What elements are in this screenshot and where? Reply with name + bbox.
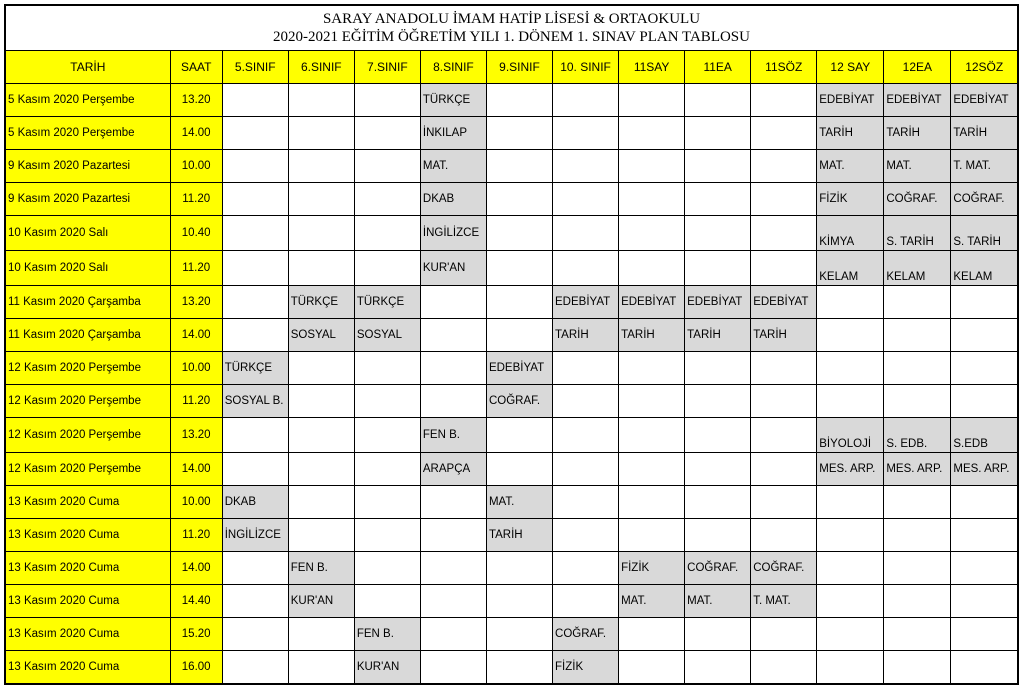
empty-cell xyxy=(222,251,288,286)
exam-date-cell: 12 Kasım 2020 Perşembe xyxy=(6,453,170,486)
exam-subject-cell: FİZİK xyxy=(817,183,884,216)
empty-cell xyxy=(420,618,486,651)
exam-subject-cell: KUR'AN xyxy=(420,251,486,286)
exam-subject-cell: DKAB xyxy=(222,486,288,519)
empty-cell xyxy=(685,651,751,684)
table-row xyxy=(6,352,1017,385)
exam-subject-cell: COĞRAF. xyxy=(884,183,951,216)
exam-subject-cell: MES. ARP. xyxy=(884,453,951,486)
empty-cell xyxy=(288,150,354,183)
empty-cell xyxy=(751,519,817,552)
table-row xyxy=(6,418,1017,453)
empty-cell xyxy=(288,486,354,519)
empty-cell xyxy=(486,286,552,319)
empty-cell xyxy=(817,385,884,418)
exam-subject-cell: FİZİK xyxy=(619,552,685,585)
exam-subject-cell: T. MAT. xyxy=(951,150,1017,183)
exam-subject-cell: KUR'AN xyxy=(288,585,354,618)
empty-cell xyxy=(288,216,354,251)
column-header: 12SÖZ xyxy=(951,51,1017,84)
empty-cell xyxy=(288,385,354,418)
exam-date-cell: 10 Kasım 2020 Salı xyxy=(6,216,170,251)
exam-subject-cell: KELAM xyxy=(951,251,1017,286)
empty-cell xyxy=(553,585,619,618)
empty-cell xyxy=(553,486,619,519)
exam-subject-cell: COĞRAF. xyxy=(553,618,619,651)
empty-cell xyxy=(222,84,288,117)
empty-cell xyxy=(619,84,685,117)
empty-cell xyxy=(486,251,552,286)
exam-subject-cell: MAT. xyxy=(884,150,951,183)
empty-cell xyxy=(486,216,552,251)
table-row xyxy=(6,216,1017,251)
empty-cell xyxy=(222,286,288,319)
empty-cell xyxy=(951,286,1017,319)
empty-cell xyxy=(685,84,751,117)
empty-cell xyxy=(685,352,751,385)
exam-subject-cell: EDEBİYAT xyxy=(817,84,884,117)
empty-cell xyxy=(420,486,486,519)
exam-time-cell: 13.20 xyxy=(170,286,222,319)
exam-subject-cell: EDEBİYAT xyxy=(486,352,552,385)
empty-cell xyxy=(685,618,751,651)
exam-time-cell: 10.40 xyxy=(170,216,222,251)
table-row xyxy=(6,150,1017,183)
empty-cell xyxy=(288,618,354,651)
empty-cell xyxy=(685,251,751,286)
empty-cell xyxy=(884,286,951,319)
table-row xyxy=(6,651,1017,684)
exam-date-cell: 10 Kasım 2020 Salı xyxy=(6,251,170,286)
empty-cell xyxy=(685,117,751,150)
exam-subject-cell: COĞRAF. xyxy=(751,552,817,585)
empty-cell xyxy=(951,651,1017,684)
empty-cell xyxy=(486,183,552,216)
exam-subject-cell: MAT. xyxy=(619,585,685,618)
empty-cell xyxy=(685,385,751,418)
exam-subject-cell: EDEBİYAT xyxy=(884,84,951,117)
exam-subject-cell: S. TARİH xyxy=(884,216,951,251)
empty-cell xyxy=(222,216,288,251)
empty-cell xyxy=(222,618,288,651)
exam-date-cell: 12 Kasım 2020 Perşembe xyxy=(6,418,170,453)
empty-cell xyxy=(486,618,552,651)
exam-time-cell: 13.20 xyxy=(170,418,222,453)
exam-subject-cell: FİZİK xyxy=(553,651,619,684)
table-row xyxy=(6,117,1017,150)
empty-cell xyxy=(486,117,552,150)
exam-time-cell: 14.00 xyxy=(170,453,222,486)
exam-subject-cell: EDEBİYAT xyxy=(751,286,817,319)
exam-subject-cell: ARAPÇA xyxy=(420,453,486,486)
exam-subject-cell: FEN B. xyxy=(354,618,420,651)
exam-subject-cell: COĞRAF. xyxy=(486,385,552,418)
column-header: SAAT xyxy=(170,51,222,84)
exam-subject-cell: TÜRKÇE xyxy=(222,352,288,385)
empty-cell xyxy=(751,216,817,251)
empty-cell xyxy=(951,618,1017,651)
empty-cell xyxy=(222,453,288,486)
exam-time-cell: 13.20 xyxy=(170,84,222,117)
empty-cell xyxy=(817,486,884,519)
empty-cell xyxy=(817,319,884,352)
exam-date-cell: 9 Kasım 2020 Pazartesi xyxy=(6,150,170,183)
column-header: 7.SINIF xyxy=(354,51,420,84)
empty-cell xyxy=(486,552,552,585)
empty-cell xyxy=(288,117,354,150)
empty-cell xyxy=(354,216,420,251)
empty-cell xyxy=(288,418,354,453)
empty-cell xyxy=(354,251,420,286)
empty-cell xyxy=(486,84,552,117)
exam-subject-cell: İNKILAP xyxy=(420,117,486,150)
empty-cell xyxy=(884,352,951,385)
exam-time-cell: 10.00 xyxy=(170,352,222,385)
exam-subject-cell: EDEBİYAT xyxy=(685,286,751,319)
exam-subject-cell: MAT. xyxy=(817,150,884,183)
empty-cell xyxy=(751,418,817,453)
exam-subject-cell: TARİH xyxy=(751,319,817,352)
exam-subject-cell: EDEBİYAT xyxy=(553,286,619,319)
empty-cell xyxy=(288,651,354,684)
empty-cell xyxy=(619,453,685,486)
exam-subject-cell: TARİH xyxy=(817,117,884,150)
empty-cell xyxy=(354,418,420,453)
empty-cell xyxy=(817,286,884,319)
empty-cell xyxy=(553,251,619,286)
empty-cell xyxy=(354,84,420,117)
empty-cell xyxy=(951,552,1017,585)
exam-time-cell: 10.00 xyxy=(170,150,222,183)
empty-cell xyxy=(288,84,354,117)
exam-date-cell: 12 Kasım 2020 Perşembe xyxy=(6,385,170,418)
exam-time-cell: 15.20 xyxy=(170,618,222,651)
exam-subject-cell: COĞRAF. xyxy=(951,183,1017,216)
table-row xyxy=(6,251,1017,286)
empty-cell xyxy=(817,519,884,552)
exam-subject-cell: KUR'AN xyxy=(354,651,420,684)
column-header: 11SÖZ xyxy=(751,51,817,84)
empty-cell xyxy=(817,618,884,651)
exam-date-cell: 9 Kasım 2020 Pazartesi xyxy=(6,183,170,216)
exam-date-cell: 13 Kasım 2020 Cuma xyxy=(6,585,170,618)
exam-time-cell: 16.00 xyxy=(170,651,222,684)
empty-cell xyxy=(619,418,685,453)
exam-time-cell: 11.20 xyxy=(170,251,222,286)
empty-cell xyxy=(354,183,420,216)
empty-cell xyxy=(619,519,685,552)
exam-date-cell: 11 Kasım 2020 Çarşamba xyxy=(6,286,170,319)
empty-cell xyxy=(553,385,619,418)
empty-cell xyxy=(222,117,288,150)
empty-cell xyxy=(751,651,817,684)
empty-cell xyxy=(951,486,1017,519)
column-header: 9.SINIF xyxy=(486,51,552,84)
exam-subject-cell: EDEBİYAT xyxy=(951,84,1017,117)
empty-cell xyxy=(354,150,420,183)
empty-cell xyxy=(685,418,751,453)
empty-cell xyxy=(751,150,817,183)
exam-subject-cell: BİYOLOJİ xyxy=(817,418,884,453)
empty-cell xyxy=(486,150,552,183)
empty-cell xyxy=(420,651,486,684)
table-row xyxy=(6,183,1017,216)
empty-cell xyxy=(884,385,951,418)
empty-cell xyxy=(486,418,552,453)
exam-date-cell: 13 Kasım 2020 Cuma xyxy=(6,651,170,684)
exam-subject-cell: TARİH xyxy=(553,319,619,352)
exam-subject-cell: TÜRKÇE xyxy=(420,84,486,117)
empty-cell xyxy=(288,453,354,486)
empty-cell xyxy=(553,453,619,486)
empty-cell xyxy=(619,352,685,385)
empty-cell xyxy=(751,251,817,286)
empty-cell xyxy=(553,552,619,585)
exam-subject-cell: TÜRKÇE xyxy=(354,286,420,319)
exam-subject-cell: DKAB xyxy=(420,183,486,216)
exam-subject-cell: COĞRAF. xyxy=(685,552,751,585)
exam-time-cell: 14.00 xyxy=(170,117,222,150)
table-row xyxy=(6,453,1017,486)
header-row xyxy=(6,51,1017,84)
empty-cell xyxy=(486,453,552,486)
empty-cell xyxy=(685,519,751,552)
empty-cell xyxy=(751,385,817,418)
exam-subject-cell: KELAM xyxy=(884,251,951,286)
empty-cell xyxy=(288,183,354,216)
column-header: 11SAY xyxy=(619,51,685,84)
empty-cell xyxy=(222,651,288,684)
exam-time-cell: 11.20 xyxy=(170,183,222,216)
exam-subject-cell: S.EDB xyxy=(951,418,1017,453)
exam-subject-cell: TARİH xyxy=(951,117,1017,150)
exam-subject-cell: SOSYAL xyxy=(354,319,420,352)
exam-subject-cell: T. MAT. xyxy=(751,585,817,618)
empty-cell xyxy=(420,519,486,552)
empty-cell xyxy=(751,183,817,216)
exam-date-cell: 5 Kasım 2020 Perşembe xyxy=(6,117,170,150)
exam-subject-cell: TARİH xyxy=(884,117,951,150)
empty-cell xyxy=(354,117,420,150)
table-row xyxy=(6,319,1017,352)
empty-cell xyxy=(553,117,619,150)
empty-cell xyxy=(751,453,817,486)
table-row xyxy=(6,84,1017,117)
empty-cell xyxy=(685,453,751,486)
empty-cell xyxy=(553,418,619,453)
empty-cell xyxy=(553,183,619,216)
empty-cell xyxy=(685,216,751,251)
empty-cell xyxy=(884,319,951,352)
table-row xyxy=(6,552,1017,585)
empty-cell xyxy=(288,519,354,552)
exam-subject-cell: FEN B. xyxy=(288,552,354,585)
empty-cell xyxy=(288,251,354,286)
table-row xyxy=(6,385,1017,418)
empty-cell xyxy=(553,84,619,117)
empty-cell xyxy=(951,585,1017,618)
exam-time-cell: 11.20 xyxy=(170,385,222,418)
exam-plan-sheet xyxy=(4,4,1019,685)
empty-cell xyxy=(619,117,685,150)
exam-subject-cell: SOSYAL B. xyxy=(222,385,288,418)
exam-subject-cell: TARİH xyxy=(486,519,552,552)
exam-time-cell: 14.00 xyxy=(170,319,222,352)
empty-cell xyxy=(751,117,817,150)
exam-subject-cell: FEN B. xyxy=(420,418,486,453)
empty-cell xyxy=(751,84,817,117)
empty-cell xyxy=(354,519,420,552)
empty-cell xyxy=(420,385,486,418)
empty-cell xyxy=(222,319,288,352)
exam-subject-cell: MAT. xyxy=(685,585,751,618)
empty-cell xyxy=(222,150,288,183)
exam-subject-cell: TÜRKÇE xyxy=(288,286,354,319)
school-title: SARAY ANADOLU İMAM HATİP LİSESİ & ORTAOKULU xyxy=(322,11,701,27)
table-row xyxy=(6,519,1017,552)
table-row xyxy=(6,286,1017,319)
empty-cell xyxy=(288,352,354,385)
exam-date-cell: 11 Kasım 2020 Çarşamba xyxy=(6,319,170,352)
empty-cell xyxy=(751,352,817,385)
empty-cell xyxy=(884,486,951,519)
exam-subject-cell: İNGİLİZCE xyxy=(222,519,288,552)
exam-subject-cell: S. TARİH xyxy=(951,216,1017,251)
exam-subject-cell: SOSYAL xyxy=(288,319,354,352)
exam-subject-cell: MAT. xyxy=(486,486,552,519)
empty-cell xyxy=(619,618,685,651)
empty-cell xyxy=(420,352,486,385)
empty-cell xyxy=(884,585,951,618)
empty-cell xyxy=(486,585,552,618)
empty-cell xyxy=(884,519,951,552)
table-body xyxy=(6,84,1017,684)
empty-cell xyxy=(817,552,884,585)
column-header: 8.SINIF xyxy=(420,51,486,84)
empty-cell xyxy=(222,418,288,453)
empty-cell xyxy=(354,453,420,486)
empty-cell xyxy=(951,319,1017,352)
column-header: TARİH xyxy=(6,51,170,84)
table-row xyxy=(6,486,1017,519)
exam-subject-cell: S. EDB. xyxy=(884,418,951,453)
empty-cell xyxy=(817,585,884,618)
empty-cell xyxy=(685,486,751,519)
exam-subject-cell: TARİH xyxy=(619,319,685,352)
empty-cell xyxy=(222,552,288,585)
empty-cell xyxy=(817,352,884,385)
exam-date-cell: 13 Kasım 2020 Cuma xyxy=(6,552,170,585)
exam-subject-cell: EDEBİYAT xyxy=(619,286,685,319)
column-header: 11EA xyxy=(685,51,751,84)
empty-cell xyxy=(884,552,951,585)
empty-cell xyxy=(685,183,751,216)
empty-cell xyxy=(619,651,685,684)
exam-subject-cell: İNGİLİZCE xyxy=(420,216,486,251)
exam-time-cell: 14.00 xyxy=(170,552,222,585)
empty-cell xyxy=(751,486,817,519)
exam-time-cell: 10.00 xyxy=(170,486,222,519)
empty-cell xyxy=(553,519,619,552)
table-row xyxy=(6,618,1017,651)
empty-cell xyxy=(354,486,420,519)
exam-date-cell: 13 Kasım 2020 Cuma xyxy=(6,486,170,519)
empty-cell xyxy=(420,585,486,618)
empty-cell xyxy=(553,352,619,385)
empty-cell xyxy=(817,651,884,684)
exam-date-cell: 13 Kasım 2020 Cuma xyxy=(6,618,170,651)
empty-cell xyxy=(619,385,685,418)
empty-cell xyxy=(619,183,685,216)
empty-cell xyxy=(751,618,817,651)
column-header: 10. SINIF xyxy=(553,51,619,84)
exam-subject-cell: MAT. xyxy=(420,150,486,183)
title-block xyxy=(6,6,1017,51)
empty-cell xyxy=(553,216,619,251)
empty-cell xyxy=(354,585,420,618)
table-row xyxy=(6,585,1017,618)
empty-cell xyxy=(222,585,288,618)
empty-cell xyxy=(553,150,619,183)
exam-subject-cell: MES. ARP. xyxy=(951,453,1017,486)
empty-cell xyxy=(619,251,685,286)
column-header: 12 SAY xyxy=(817,51,884,84)
empty-cell xyxy=(486,651,552,684)
empty-cell xyxy=(420,552,486,585)
empty-cell xyxy=(619,486,685,519)
empty-cell xyxy=(354,385,420,418)
column-header: 6.SINIF xyxy=(288,51,354,84)
empty-cell xyxy=(486,319,552,352)
empty-cell xyxy=(951,385,1017,418)
empty-cell xyxy=(420,286,486,319)
empty-cell xyxy=(354,552,420,585)
exam-date-cell: 12 Kasım 2020 Perşembe xyxy=(6,352,170,385)
exam-subject-cell: TARİH xyxy=(685,319,751,352)
empty-cell xyxy=(420,319,486,352)
exam-date-cell: 13 Kasım 2020 Cuma xyxy=(6,519,170,552)
empty-cell xyxy=(222,183,288,216)
exam-subject-cell: MES. ARP. xyxy=(817,453,884,486)
exam-time-cell: 11.20 xyxy=(170,519,222,552)
empty-cell xyxy=(619,150,685,183)
empty-cell xyxy=(884,651,951,684)
empty-cell xyxy=(951,519,1017,552)
empty-cell xyxy=(884,618,951,651)
empty-cell xyxy=(619,216,685,251)
exam-time-cell: 14.40 xyxy=(170,585,222,618)
exam-date-cell: 5 Kasım 2020 Perşembe xyxy=(6,84,170,117)
empty-cell xyxy=(685,150,751,183)
empty-cell xyxy=(354,352,420,385)
plan-title: 2020-2021 EĞİTİM ÖĞRETİM YILI 1. DÖNEM 1. SINAV PLAN TABLOSU xyxy=(273,29,750,45)
empty-cell xyxy=(951,352,1017,385)
exam-schedule-table xyxy=(6,51,1017,683)
exam-subject-cell: KİMYA xyxy=(817,216,884,251)
column-header: 5.SINIF xyxy=(222,51,288,84)
exam-subject-cell: KELAM xyxy=(817,251,884,286)
column-header: 12EA xyxy=(884,51,951,84)
